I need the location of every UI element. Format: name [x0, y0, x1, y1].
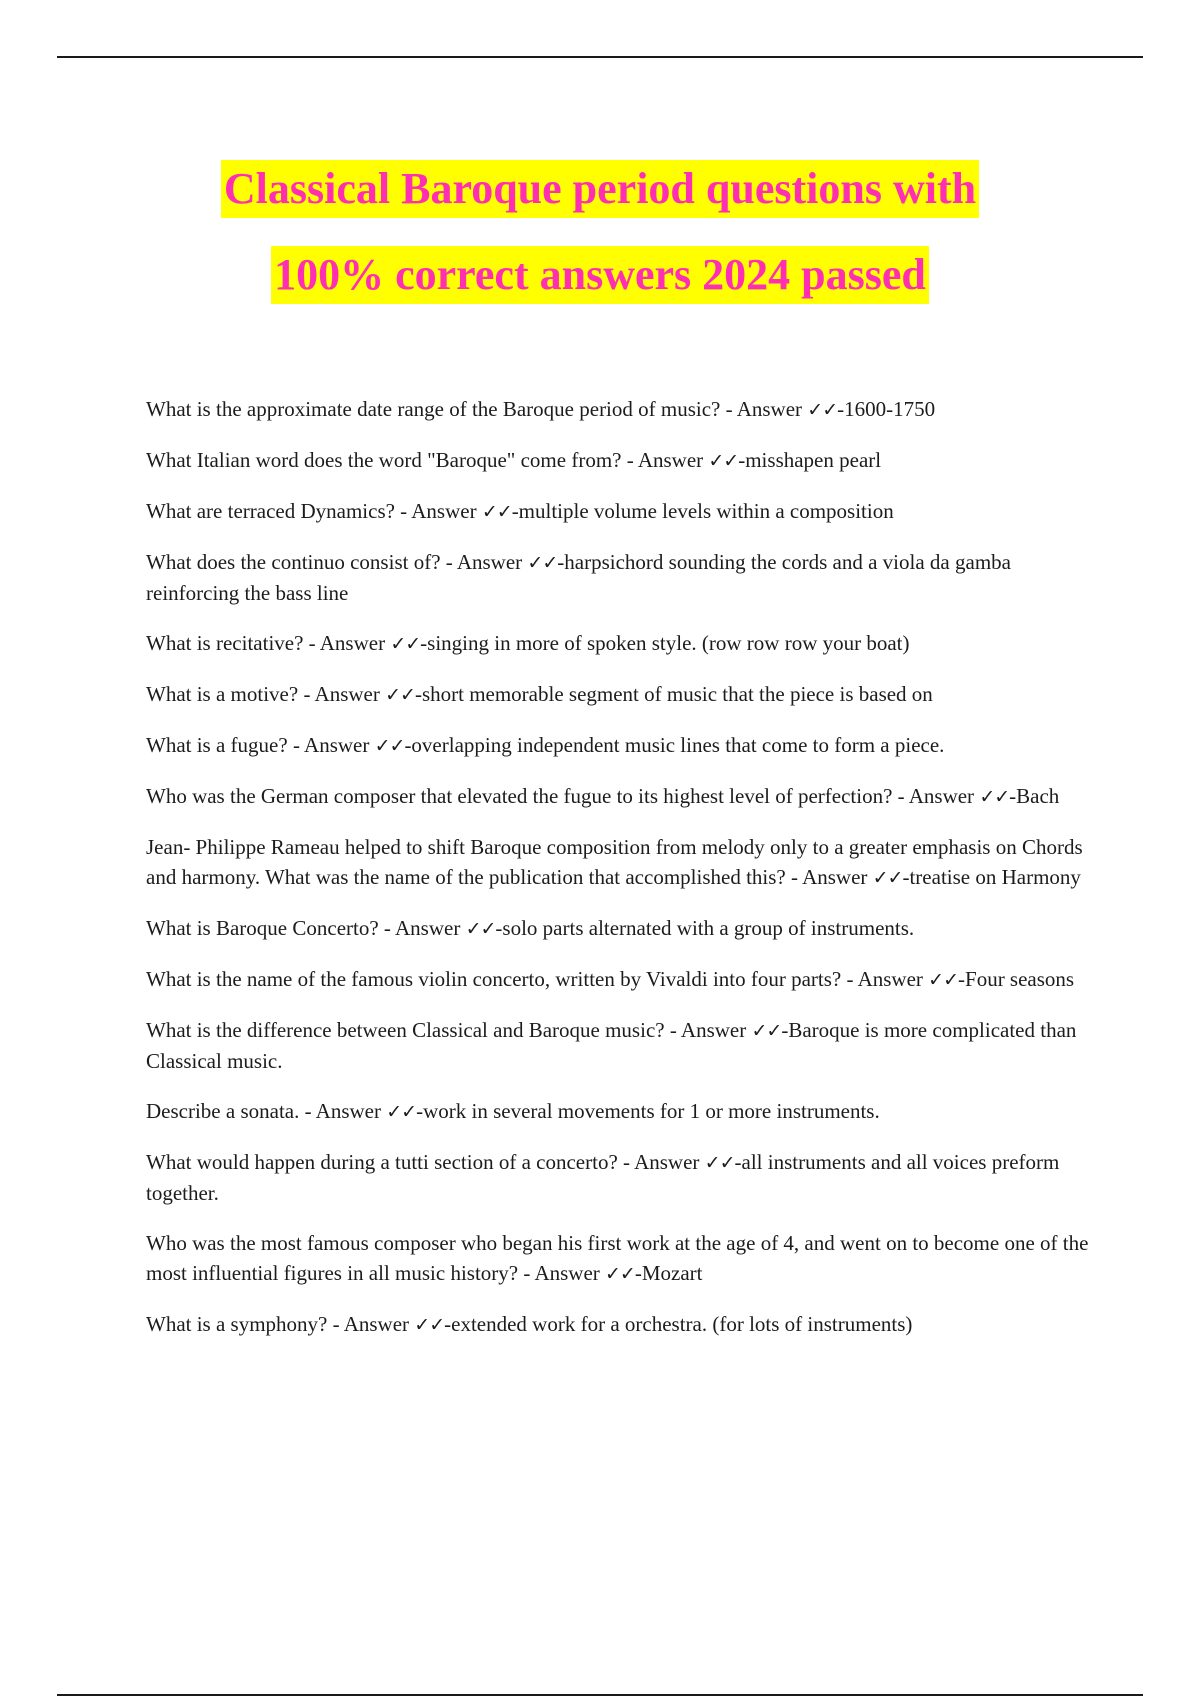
answer-text: -solo parts alternated with a group of instruments. — [495, 916, 915, 940]
answer-text: -Bach — [1009, 784, 1060, 808]
qa-item — [146, 730, 1096, 761]
answer-text: -short memorable segment of music that the piece is based on — [414, 682, 933, 706]
bottom-rule — [57, 1694, 1143, 1696]
answer-text: -Baroque is more complicated than Classical music. — [146, 1018, 1077, 1073]
question-text: Jean- Philippe Rameau helped to shift Baroque composition from melody only to a greater emphasis on Chords and harmony. What was the name of the publication that accomplished this? - Answer — [146, 835, 1083, 889]
document-title — [0, 160, 1200, 304]
qa-item — [146, 394, 1096, 425]
title-line-1: Classical Baroque period questions with — [221, 160, 979, 218]
question-text: What Italian word does the word "Baroque" come from? - Answer — [146, 448, 709, 472]
question-text: What are terraced Dynamics? - Answer — [146, 499, 482, 523]
question-text: What is recitative? - Answer — [146, 631, 391, 655]
answer-text: -harpsichord sounding the cords and a viola da gamba reinforcing the bass line — [146, 550, 1011, 605]
double-check-icon: ✓✓ — [527, 552, 558, 574]
qa-item — [146, 547, 1096, 608]
qa-item — [146, 1015, 1096, 1076]
double-check-icon: ✓✓ — [751, 1020, 782, 1042]
question-text: What is a fugue? - Answer — [146, 733, 375, 757]
question-text: What is the approximate date range of the Baroque period of music? - Answer — [146, 397, 808, 421]
double-check-icon: ✓✓ — [807, 399, 838, 421]
double-check-icon: ✓✓ — [374, 735, 405, 757]
answer-text: -Four seasons — [958, 967, 1075, 991]
qa-item — [146, 1228, 1096, 1289]
double-check-icon: ✓✓ — [390, 633, 421, 655]
answer-text: -singing in more of spoken style. (row row row your boat) — [420, 631, 910, 655]
qa-item — [146, 1096, 1096, 1127]
question-text: What is the difference between Classical and Baroque music? - Answer — [146, 1018, 752, 1042]
answer-text: -treatise on Harmony — [902, 865, 1081, 889]
double-check-icon: ✓✓ — [605, 1263, 635, 1285]
double-check-icon: ✓✓ — [708, 450, 739, 472]
double-check-icon: ✓✓ — [704, 1152, 735, 1174]
answer-text: -overlapping independent music lines that come to form a piece. — [404, 733, 945, 757]
double-check-icon: ✓✓ — [872, 867, 903, 889]
double-check-icon: ✓✓ — [928, 969, 959, 991]
question-text: Describe a sonata. - Answer — [146, 1099, 387, 1123]
double-check-icon: ✓✓ — [465, 918, 496, 940]
qa-item — [146, 781, 1096, 812]
qa-item — [146, 1309, 1096, 1340]
qa-item — [146, 496, 1096, 527]
qa-item — [146, 679, 1096, 710]
double-check-icon: ✓✓ — [386, 1101, 417, 1123]
qa-item — [146, 628, 1096, 659]
question-text: What is Baroque Concerto? - Answer — [146, 916, 466, 940]
answer-text: -all instruments and all voices preform together. — [146, 1150, 1060, 1205]
question-text: What is the name of the famous violin concerto, written by Vivaldi into four parts? - Answer — [146, 967, 929, 991]
qa-item — [146, 445, 1096, 476]
title-line-2: 100% correct answers 2024 passed — [271, 246, 929, 304]
answer-text: -extended work for a orchestra. (for lots of instruments) — [444, 1312, 913, 1336]
double-check-icon: ✓✓ — [481, 501, 512, 523]
question-text: Who was the German composer that elevated the fugue to its highest level of perfection? - Answer — [146, 784, 980, 808]
answer-text: -misshapen pearl — [738, 448, 882, 472]
double-check-icon: ✓✓ — [385, 684, 415, 706]
qa-item — [146, 1147, 1096, 1208]
answer-text: -Mozart — [634, 1261, 703, 1285]
question-text: Who was the most famous composer who began his first work at the age of 4, and went on to become one of the most influential figures in all music history? - Answer — [146, 1231, 1089, 1285]
qa-list — [146, 394, 1096, 1360]
double-check-icon: ✓✓ — [979, 786, 1010, 808]
qa-item — [146, 964, 1096, 995]
question-text: What is a symphony? - Answer — [146, 1312, 415, 1336]
question-text: What would happen during a tutti section of a concerto? - Answer — [146, 1150, 705, 1174]
answer-text: -1600-1750 — [837, 397, 936, 421]
top-rule — [57, 56, 1143, 58]
answer-text: -multiple volume levels within a composition — [511, 499, 894, 523]
qa-item — [146, 832, 1096, 893]
question-text: What does the continuo consist of? - Answer — [146, 550, 528, 574]
answer-text: -work in several movements for 1 or more instruments. — [416, 1099, 880, 1123]
double-check-icon: ✓✓ — [414, 1314, 445, 1336]
qa-item — [146, 913, 1096, 944]
question-text: What is a motive? - Answer — [146, 682, 386, 706]
